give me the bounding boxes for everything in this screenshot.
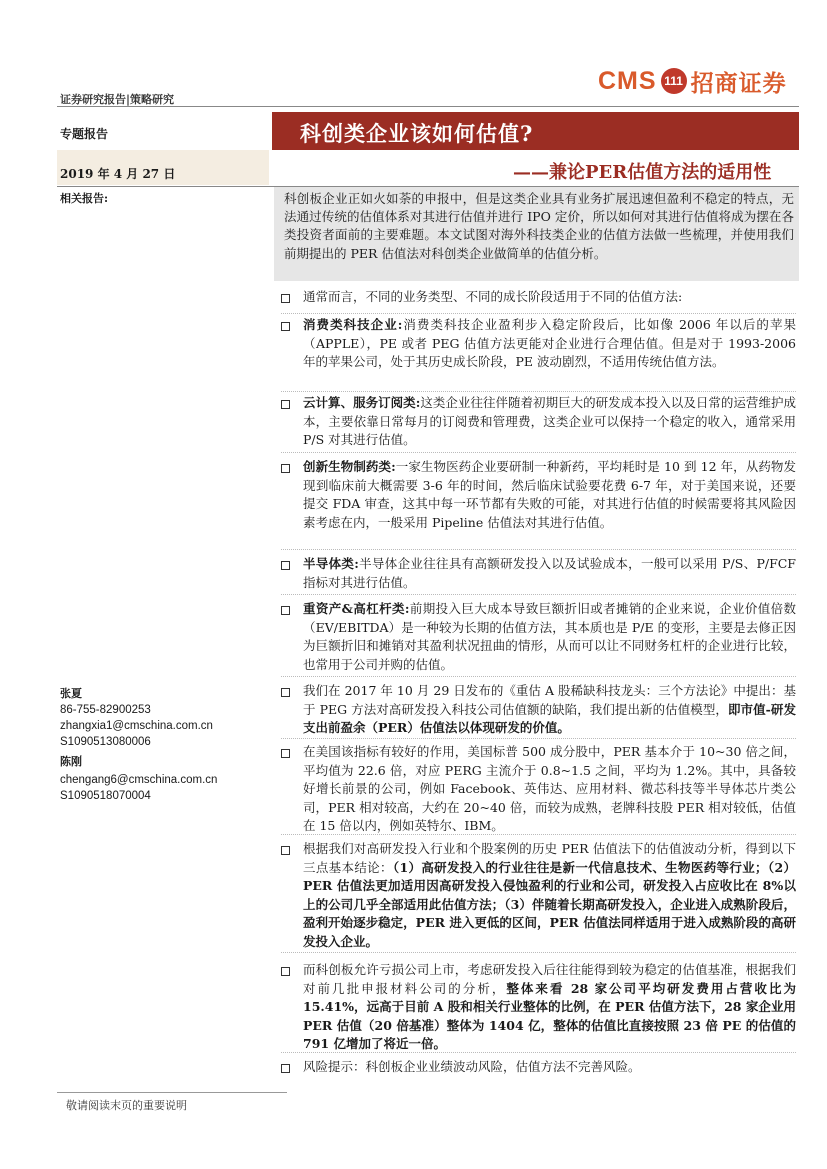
item-separator [281,549,796,550]
item-separator [281,452,796,453]
report-category: 证券研究报告|策略研究 [60,93,175,106]
item-text: 而科创板允许亏损公司上市，考虑研发投入后往往能得到较为稳定的估值基准，根据我们对前几批申报材料公司的分析， [303,962,796,996]
item-text: 在美国该指标有较好的作用，美国标普 500 成分股中，PER 基本介于 10~30 倍之间，平均值为 22.6 倍，对应 PERG 主流介于 0.8~1.5 之间，平均为 1.2%。其中，具备较好增长前景的公司，例如 Facebook、英伟达、应用材料、微芯科技等半导体芯片类公司，PER 相对较高，大约在 20~40 倍，而较为成熟，老牌科技股 PER 相对较低，估值在 15 倍以内，例如英特尔、IBM。 [303,744,796,834]
item-text: 风险提示：科创板企业业绩波动风险，估值方法不完善风险。 [303,1059,641,1074]
analyst-email[interactable]: chengang6@cmschina.com.cn [60,774,218,786]
item-separator [281,1052,796,1053]
analyst-block [60,686,213,750]
company-logo [598,64,787,98]
bullet-checkbox-icon [281,400,290,409]
bullet-checkbox-icon [281,967,290,976]
list-item [303,600,796,674]
item-text: 一家生物医药企业要研制一种新药，平均耗时是 10 到 12 年，从药物发现到临床前大概需要 3-6 年的时间，然后临床试验要花费 6-7 年，对于美国来说，还要提交 FDA 审查，这其中每一环节都有失败的可能，对其进行估值的时候需要将其风险因素考虑在内，一般采用 Pipeline 估值法对其进行估值。 [303,459,796,530]
item-separator [281,676,796,677]
bullet-checkbox-icon [281,464,290,473]
item-text: 通常而言，不同的业务类型、不同的成长阶段适用于不同的估值方法: [303,289,683,304]
list-item [303,840,796,952]
analyst-block [60,754,217,804]
list-item [303,458,796,532]
item-text: 根据我们对高研发投入行业和个股案例的历史 PER 估值法下的估值波动分析，得到以下三点基本结论： [303,841,796,875]
item-text: 这类企业往往伴随着初期巨大的研发成本投入以及日常的运营维护成本，主要依靠日常每月的订阅费和管理费，这类企业可以保持一个稳定的收入，通常采用 P/S 对其进行估值。 [303,395,796,448]
bullet-checkbox-icon [281,749,290,758]
item-bold-tail: 即市值-研发支出前盈余（PER）估值法以体现研发的价值。 [303,701,796,736]
bullet-checkbox-icon [281,688,290,697]
bullet-checkbox-icon [281,846,290,855]
report-date: 2019 年 4 月 27 日 [60,167,176,181]
page-title: 科创类企业该如何估值? [300,121,534,146]
list-item [303,555,796,592]
list-item [303,682,796,738]
logo-cms-text: CMS [598,66,657,95]
item-separator [281,952,796,953]
item-bold-tail: （1）高研发投入的行业往往是新一代信息技术、生物医药等行业；（2）PER 估值法更加适用因高研发投入侵蚀盈利的行业和公司，研发投入占应收比在 8%以上的公司几乎全部适用此估值方法；（3）伴随着长期高研发投入，企业进入成熟阶段后，盈利开始逐步稳定，PER 进入更低的区间，PER 估值法同样适用于进入成熟阶段的高研发投入企业。 [303,859,796,949]
list-item [303,1058,796,1077]
logo-chinese-text: 招商证券 [690,69,787,97]
bullet-checkbox-icon [281,561,290,570]
item-text: 我们在 2017 年 10 月 29 日发布的《重估 A 股稀缺科技龙头：三个方法论》中提出：基于 PEG 方法对高研发投入科技公司估值额的缺陷，我们提出新的估值模型， [303,683,796,717]
header-divider [57,106,799,107]
item-text: 消费类科技企业盈利步入稳定阶段后，比如像 2006 年以后的苹果（APPLE），PE 或者 PEG 估值方法更能对企业进行合理估值。但是对于 1993-2006 年的苹果公司，处于其历史成长阶段，PE 波动剧烈，不适用传统估值方法。 [303,317,796,370]
list-item [303,316,796,372]
item-bold-tail: 整体来看 28 家公司平均研发费用占营收比为 15.41%，远高于目前 A 股和相关行业整体的比例，在 PER 估值方法下，28 家企业用 PER 估值（20 倍基准）整体为 1404 亿，整体的估值比直接按照 23 倍 PE 的估值的 791 亿增加了将近一倍。 [303,980,796,1052]
page-subtitle: ——兼论PER估值方法的适用性 [513,162,772,183]
logo-mark-icon: 111 [661,68,687,94]
item-separator [281,391,796,392]
item-text: 前期投入巨大成本导致巨额折旧或者摊销的企业来说，企业价值倍数（EV/EBITDA）是一种较为长期的估值方法，其本质也是 P/E 的变形，主要是去修正因为巨额折旧和摊销对其盈利状况扭曲的情形，从而可以让不同财务杠杆的企业进行比较，也常用于公司并购的估值。 [303,601,796,672]
footer-note: 敬请阅读末页的重要说明 [66,1099,187,1112]
analyst-name: 陈刚 [60,755,82,768]
item-lead: 云计算、服务订阅类: [303,395,421,410]
item-separator [281,313,796,314]
item-separator [281,738,796,739]
list-item [303,743,796,836]
related-reports-label: 相关报告: [60,192,109,205]
list-item [303,394,796,450]
analyst-cert: S1090513080006 [60,736,151,748]
item-lead: 创新生物制药类: [303,459,396,474]
item-separator [281,834,796,835]
item-lead: 重资产&高杠杆类: [303,601,410,616]
item-lead: 消费类科技企业: [303,317,403,332]
analyst-cert: S1090518070004 [60,790,151,802]
analyst-email[interactable]: zhangxia1@cmschina.com.cn [60,720,213,732]
list-item [303,288,796,307]
bullet-checkbox-icon [281,1064,290,1073]
item-separator [281,594,796,595]
footer-divider [57,1092,287,1093]
bullet-checkbox-icon [281,294,290,303]
report-type: 专题报告 [60,127,109,141]
item-lead: 半导体类: [303,556,359,571]
item-text: 半导体企业往往具有高额研发投入以及试验成本，一般可以采用 P/S、P/FCF 指标对其进行估值。 [303,556,796,590]
bullet-checkbox-icon [281,322,290,331]
list-item [303,961,796,1054]
analyst-phone: 86-755-82900253 [60,704,151,716]
bullet-checkbox-icon [281,606,290,615]
abstract-text: 科创板企业正如火如荼的申报中，但是这类企业具有业务扩展迅速但盈利不稳定的特点，无法通过传统的估值体系对其进行估值并进行 IPO 定价，所以如何对其进行估值将成为摆在各类投资者面前的主要难题。本文试图对海外科技类企业的估值方法做一些梳理，并使用我们前期提出的 PER 估值法对科创类企业做简单的估值分析。 [284,191,794,261]
analyst-name: 张夏 [60,687,82,700]
